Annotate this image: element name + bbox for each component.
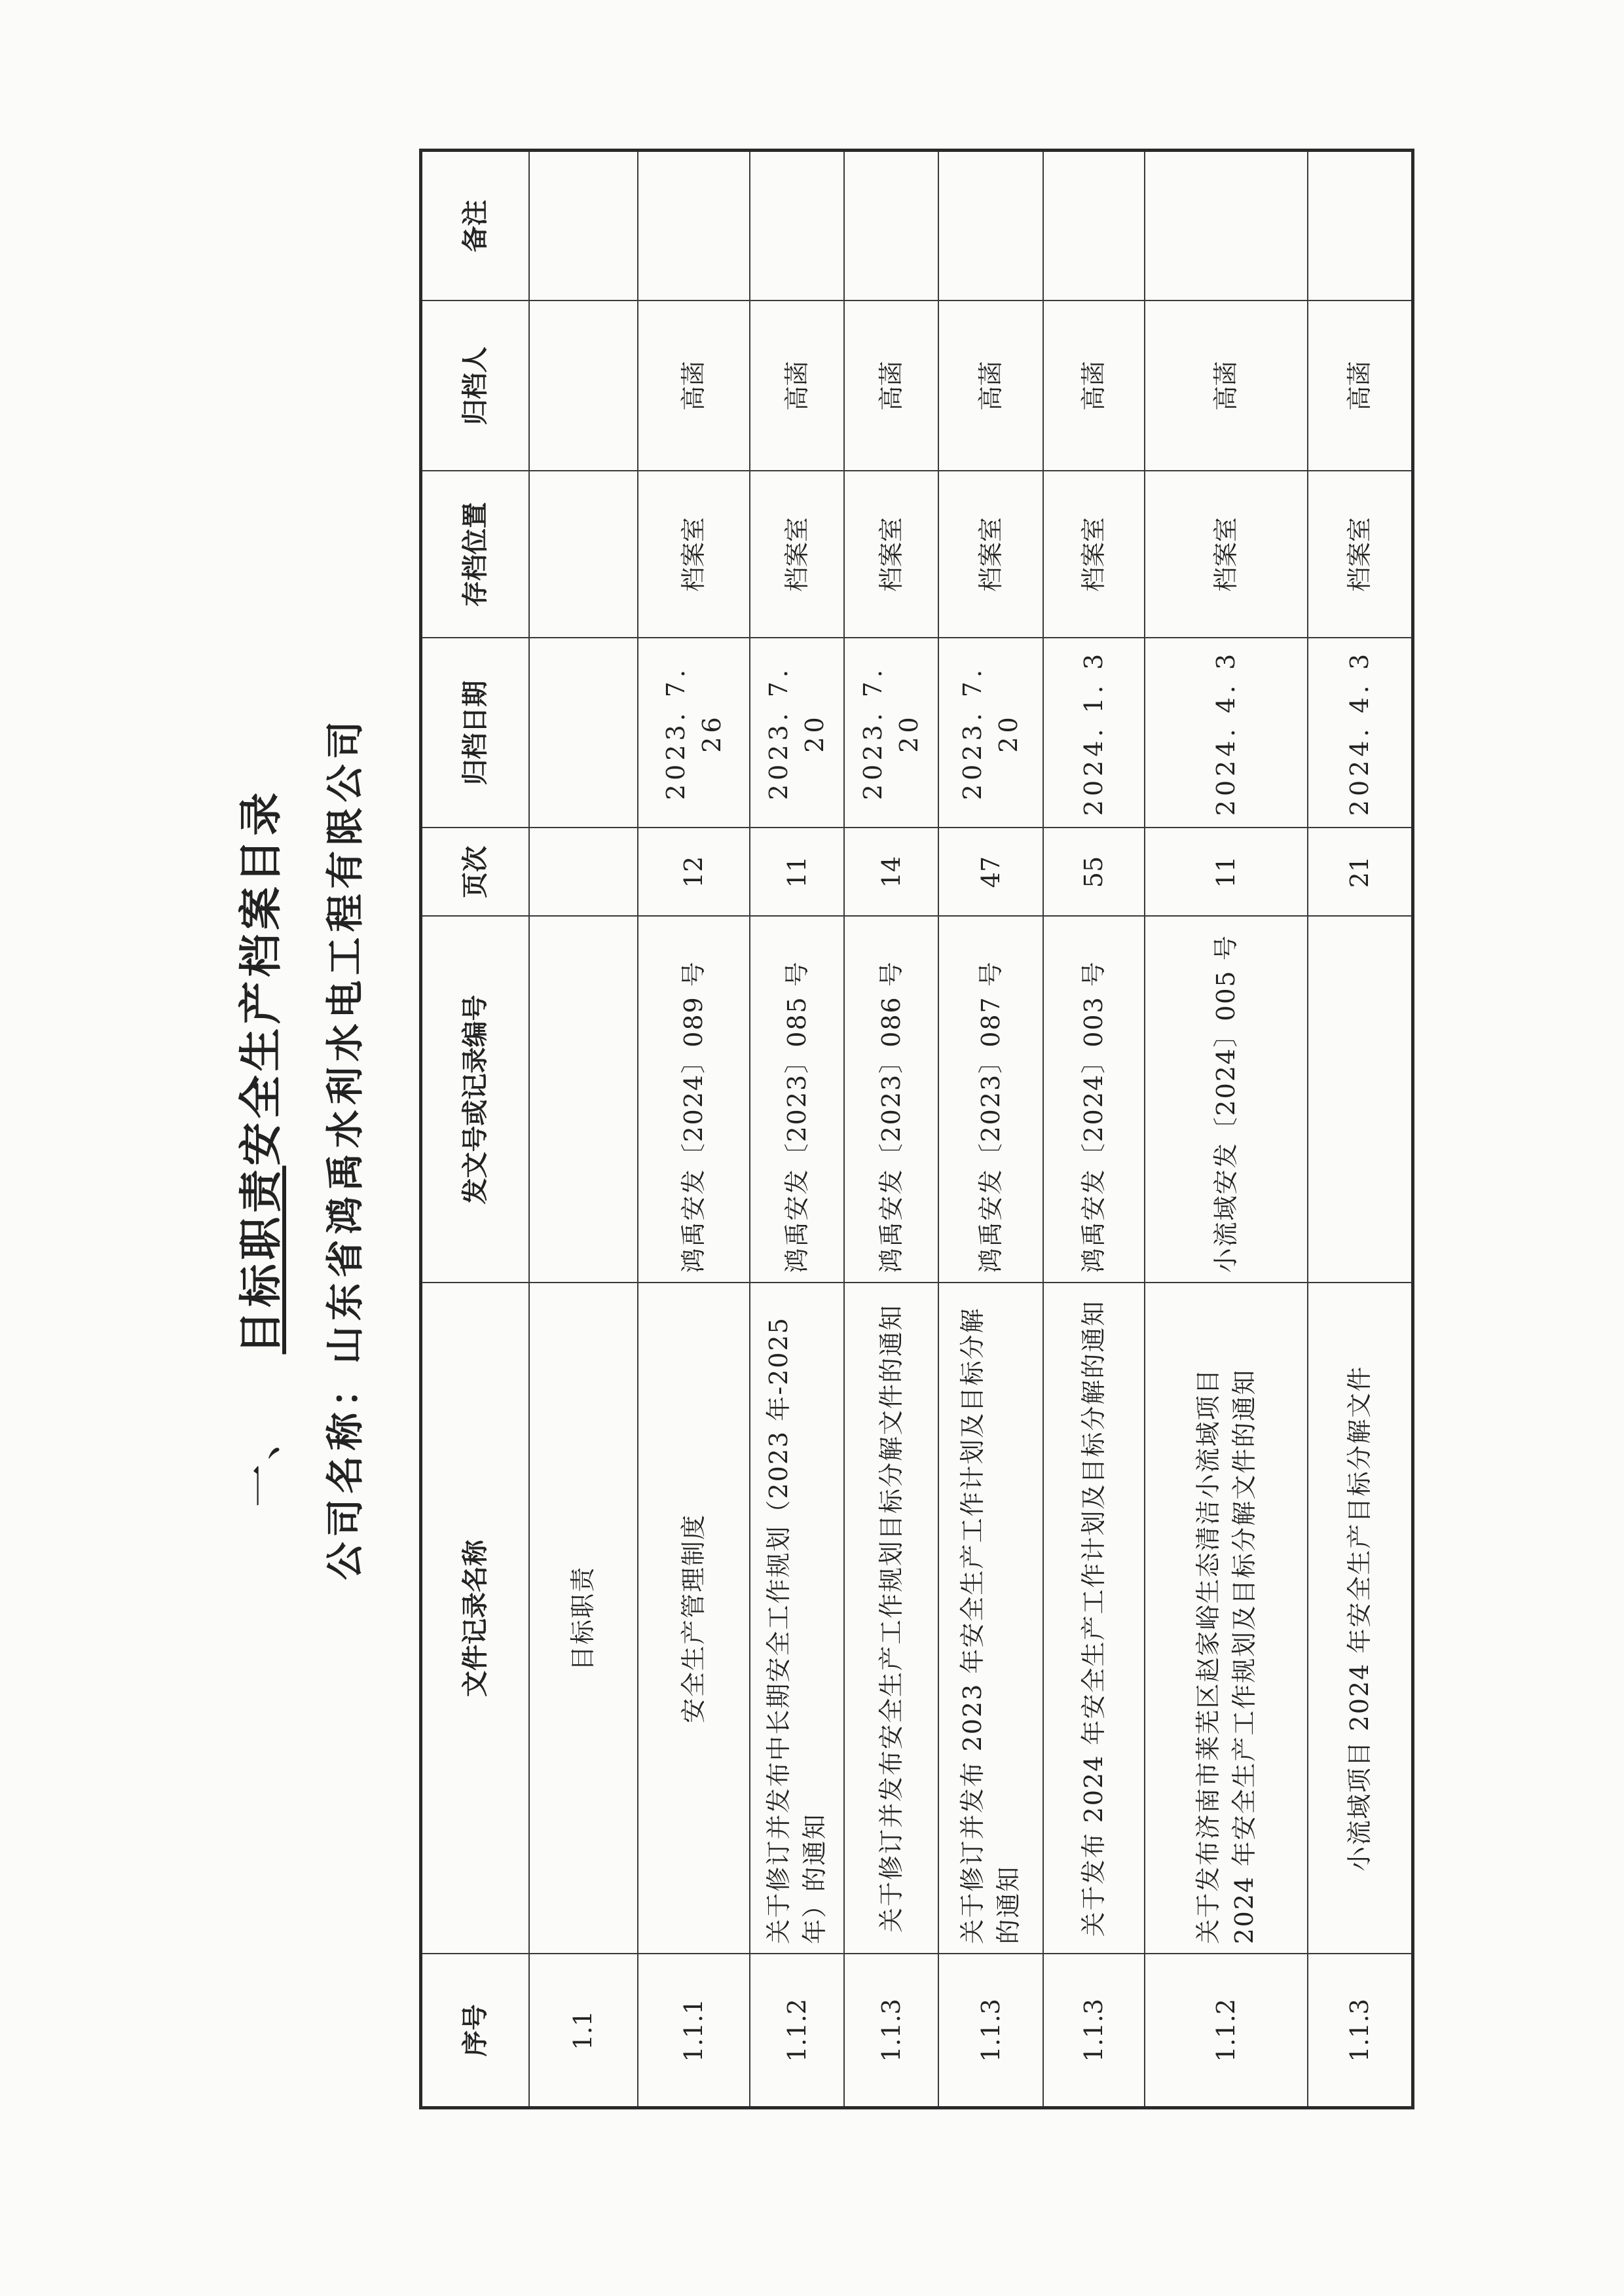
cell-archiver: 高菡 xyxy=(750,301,844,471)
cell-document-no xyxy=(1308,917,1412,1283)
cell-page: 55 xyxy=(1043,828,1145,917)
cell-archive-date: 2024. 1. 3 xyxy=(1043,638,1145,828)
header-page: 页次 xyxy=(421,828,530,917)
table-row xyxy=(844,151,938,2108)
cell-page xyxy=(529,828,638,917)
cell-serial-no: 1.1.3 xyxy=(1043,1954,1145,2108)
table-header-row xyxy=(421,151,530,2108)
cell-record-name: 关于发布济南市莱芜区赵家峪生态清洁小流域项目 2024 年安全生产工作规划及目标分解文件的通知 xyxy=(1145,1283,1308,1954)
cell-archiver: 高菡 xyxy=(638,301,750,471)
cell-remarks xyxy=(529,151,638,301)
cell-serial-no: 1.1 xyxy=(529,1954,638,2108)
cell-document-no: 鸿禹安发〔2023〕087 号 xyxy=(938,917,1043,1283)
header-document-no: 发文号或记录编号 xyxy=(421,917,530,1283)
header-record-name: 文件记录名称 xyxy=(421,1283,530,1954)
archive-catalog-table xyxy=(419,149,1414,2109)
cell-document-no: 鸿禹安发〔2024〕003 号 xyxy=(1043,917,1145,1283)
table-row xyxy=(1308,151,1412,2108)
cell-page: 12 xyxy=(638,828,750,917)
cell-archiver xyxy=(529,301,638,471)
cell-record-name: 目标职责 xyxy=(529,1283,638,1954)
cell-page: 21 xyxy=(1308,828,1412,917)
cell-storage-location: 档案室 xyxy=(938,471,1043,638)
cell-document-no: 鸿禹安发〔2023〕085 号 xyxy=(750,917,844,1283)
table-row xyxy=(529,151,638,2108)
section-heading xyxy=(226,0,288,2296)
header-storage-location: 存档位置 xyxy=(421,471,530,638)
cell-record-name: 关于修订并发布安全生产工作规划目标分解文件的通知 xyxy=(844,1283,938,1954)
cell-archive-date: 2023. 7. 26 xyxy=(638,638,750,828)
cell-storage-location xyxy=(529,471,638,638)
company-line xyxy=(314,0,369,2296)
cell-storage-location: 档案室 xyxy=(844,471,938,638)
cell-serial-no: 1.1.3 xyxy=(938,1954,1043,2108)
cell-archiver: 高菡 xyxy=(1043,301,1145,471)
header-remarks: 备注 xyxy=(421,151,530,301)
cell-remarks xyxy=(1145,151,1308,301)
cell-archiver: 高菡 xyxy=(1308,301,1412,471)
header-archiver: 归档人 xyxy=(421,301,530,471)
cell-remarks xyxy=(750,151,844,301)
table-row xyxy=(938,151,1043,2108)
cell-document-no: 鸿禹安发〔2023〕086 号 xyxy=(844,917,938,1283)
cell-serial-no: 1.1.1 xyxy=(638,1954,750,2108)
cell-serial-no: 1.1.3 xyxy=(844,1954,938,2108)
cell-remarks xyxy=(1043,151,1145,301)
cell-page: 14 xyxy=(844,828,938,917)
cell-remarks xyxy=(1308,151,1412,301)
cell-archive-date: 2023. 7. 20 xyxy=(750,638,844,828)
cell-document-no: 小流域安发〔2024〕005 号 xyxy=(1145,917,1308,1283)
table-row xyxy=(1145,151,1308,2108)
cell-archiver: 高菡 xyxy=(938,301,1043,471)
cell-serial-no: 1.1.2 xyxy=(750,1954,844,2108)
cell-record-name: 安全生产管理制度 xyxy=(638,1283,750,1954)
cell-remarks xyxy=(638,151,750,301)
cell-serial-no: 1.1.3 xyxy=(1308,1954,1412,2108)
cell-storage-location: 档案室 xyxy=(1308,471,1412,638)
section-title-part1: 目标职责 xyxy=(236,1165,286,1355)
cell-remarks xyxy=(844,151,938,301)
cell-storage-location: 档案室 xyxy=(1043,471,1145,638)
cell-archive-date: 2023. 7. 20 xyxy=(844,638,938,828)
cell-page: 47 xyxy=(938,828,1043,917)
cell-record-name: 关于发布 2024 年安全生产工作计划及目标分解的通知 xyxy=(1043,1283,1145,1954)
company-name: 山东省鸿禹水利水电工程有限公司 xyxy=(323,716,367,1364)
cell-storage-location: 档案室 xyxy=(1145,471,1308,638)
cell-archiver: 高菡 xyxy=(1145,301,1308,471)
table-row xyxy=(750,151,844,2108)
table-row xyxy=(1043,151,1145,2108)
cell-page: 11 xyxy=(750,828,844,917)
cell-record-name: 小流域项目 2024 年安全生产目标分解文件 xyxy=(1308,1283,1412,1954)
cell-storage-location: 档案室 xyxy=(750,471,844,638)
section-number: 一、 xyxy=(236,1413,286,1508)
company-label: 公司名称： xyxy=(323,1364,367,1580)
cell-serial-no: 1.1.2 xyxy=(1145,1954,1308,2108)
cell-document-no xyxy=(529,917,638,1283)
cell-document-no: 鸿禹安发〔2024〕089 号 xyxy=(638,917,750,1283)
cell-archiver: 高菡 xyxy=(844,301,938,471)
cell-record-name: 关于修订并发布中长期安全工作规划（2023 年-2025 年）的通知 xyxy=(750,1283,844,1954)
section-title-part2: 安全生产档案目录 xyxy=(236,788,286,1166)
cell-record-name: 关于修订并发布 2023 年安全生产工作计划及目标分解的通知 xyxy=(938,1283,1043,1954)
cell-storage-location: 档案室 xyxy=(638,471,750,638)
cell-archive-date: 2024. 4. 3 xyxy=(1308,638,1412,828)
header-archive-date: 归档日期 xyxy=(421,638,530,828)
cell-archive-date: 2023. 7. 20 xyxy=(938,638,1043,828)
cell-archive-date xyxy=(529,638,638,828)
cell-remarks xyxy=(938,151,1043,301)
cell-archive-date: 2024. 4. 3 xyxy=(1145,638,1308,828)
header-serial-no: 序号 xyxy=(421,1954,530,2108)
table-row xyxy=(638,151,750,2108)
cell-page: 11 xyxy=(1145,828,1308,917)
